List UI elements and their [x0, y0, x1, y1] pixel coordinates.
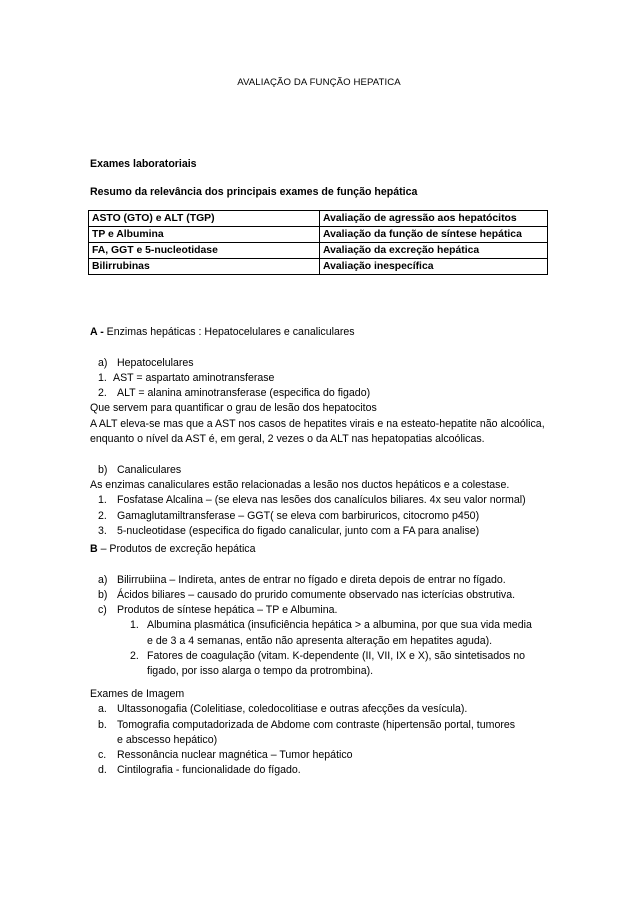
list-marker: 2.	[98, 387, 107, 400]
list-item	[90, 748, 560, 763]
list-item-text: Gamaglutamiltransferase – GGT( se eleva com barbiruricos, citocromo p450)	[117, 509, 480, 522]
list-item	[90, 763, 560, 778]
list-marker: a)	[98, 356, 108, 369]
summary-table	[88, 210, 548, 275]
list-item	[90, 371, 560, 386]
list-item	[90, 524, 560, 539]
list-item-text: e abscesso hepático)	[117, 733, 218, 746]
list-item	[90, 588, 560, 603]
list-item-text: 5-nucleotidase (especifica do figado canalicular, junto com a FA para analise)	[117, 524, 480, 537]
imagem-section	[90, 687, 560, 779]
list-item-text: Ultassonogafia (Colelitiase, coledocolitiase e outras afecções da vesícula).	[117, 703, 468, 716]
list-item-text: figado, por isso alarga o tempo da protrombina).	[147, 665, 374, 678]
list-item-text: Fosfatase Alcalina – (se eleva nas lesões dos canalículos biliares. 4x seu valor normal)	[117, 494, 526, 507]
list-marker: 1.	[130, 619, 139, 632]
list-item	[90, 493, 560, 508]
list-item-text: Bilirrubiina – Indireta, antes de entrar no fígado e direta depois de entrar no fígado.	[117, 573, 506, 586]
list-item	[90, 463, 560, 478]
list-item-text: AST = aspartato aminotransferase	[113, 371, 275, 384]
list-marker: b)	[98, 463, 108, 476]
list-item	[90, 509, 560, 524]
list-marker: 1.	[98, 494, 107, 507]
list-item	[90, 573, 560, 588]
list-marker: a)	[98, 573, 108, 586]
section-b-text: – Produtos de excreção hepática	[97, 543, 256, 555]
imagem-heading: Exames de Imagem	[90, 688, 185, 700]
list-marker: b.	[98, 718, 107, 731]
section-b	[90, 542, 560, 680]
paragraph-line: A ALT eleva-se mas que a AST nos casos de hepatites virais e na esteato-hepatite não alcoólica,	[90, 417, 545, 430]
section-b-heading	[90, 542, 560, 557]
list-item	[90, 603, 560, 618]
table-row	[89, 243, 548, 259]
resumo-heading: Resumo da relevância dos principais exames de função hepática	[90, 186, 418, 198]
table-cell: Avaliação de agressão aos hepatócitos	[320, 211, 548, 227]
list-item-continuation	[90, 733, 560, 748]
table-row	[89, 259, 548, 275]
table-cell: ASTO (GTO) e ALT (TGP)	[89, 211, 320, 227]
list-item-text: e de 3 a 4 semanas, então não apresenta alteração em hepatites aguda).	[147, 634, 493, 647]
list-item-text: Tomografia computadorizada de Abdome com contraste (hipertensão portal, tumores	[117, 718, 516, 731]
sub-list-item	[90, 649, 560, 664]
paragraph-line: enquanto o nível da AST é, em geral, 2 vezes o da ALT nas hepatopatias alcoólicas.	[90, 433, 485, 446]
list-item-text: Hepatocelulares	[117, 356, 194, 369]
list-marker: 1.	[98, 371, 107, 384]
paragraph-line: As enzimas canaliculares estão relacionadas a lesão nos ductos hepáticos e a colestase.	[90, 478, 510, 491]
list-marker: a.	[98, 703, 107, 716]
list-marker: c.	[98, 749, 107, 762]
sub-list-item	[90, 618, 560, 633]
list-marker: b)	[98, 588, 108, 601]
list-marker: 2.	[98, 509, 107, 522]
table-row	[89, 227, 548, 243]
table-cell: TP e Albumina	[89, 227, 320, 243]
list-item	[90, 356, 560, 371]
list-item-text: Fatores de coagulação (vitam. K-dependente (II, VII, IX e X), são sintetisados no	[147, 650, 526, 663]
sub-list-item-continuation	[90, 634, 560, 649]
list-item-text: Cintilografia - funcionalidade do fígado.	[117, 764, 301, 777]
list-item-text: Canaliculares	[117, 463, 182, 476]
list-item-text: ALT = alanina aminotransferase (especifica do figado)	[117, 387, 371, 400]
list-item-text: Ressonância nuclear magnética – Tumor hepático	[117, 749, 353, 762]
table-cell: Bilirrubinas	[89, 259, 320, 275]
list-marker: 3.	[98, 524, 107, 537]
list-item	[90, 702, 560, 717]
list-marker: d.	[98, 764, 107, 777]
list-item-text: Produtos de síntese hepática – TP e Albumina.	[117, 604, 338, 617]
exames-lab-heading: Exames laboratoriais	[90, 158, 197, 170]
section-a-letter: A -	[90, 326, 104, 338]
table-row	[89, 211, 548, 227]
list-item-text: Albumina plasmática (insuficiência hepática > a albumina, por que sua vida media	[147, 619, 532, 632]
table-cell: Avaliação da excreção hepática	[320, 243, 548, 259]
list-item-text: Ácidos biliares – causado do prurido comumente observado nas icterícias obstrutiva.	[117, 588, 516, 601]
section-a	[90, 325, 560, 539]
table-cell: Avaliação da função de síntese hepática	[320, 227, 548, 243]
list-item	[90, 386, 560, 401]
list-marker: 2.	[130, 650, 139, 663]
section-a-text: Enzimas hepáticas : Hepatocelulares e canaliculares	[103, 326, 355, 338]
sub-list-item-continuation	[90, 664, 560, 679]
section-a-heading	[90, 325, 560, 340]
table-cell: FA, GGT e 5-nucleotidase	[89, 243, 320, 259]
paragraph-line: Que servem para quantificar o grau de lesão dos hepatocitos	[90, 402, 377, 415]
list-marker: c)	[98, 604, 107, 617]
section-b-letter: B	[90, 543, 98, 555]
table-cell: Avaliação inespecífica	[320, 259, 548, 275]
list-item	[90, 718, 560, 733]
page-title: AVALIAÇÃO DA FUNÇÃO HEPATICA	[237, 77, 401, 88]
